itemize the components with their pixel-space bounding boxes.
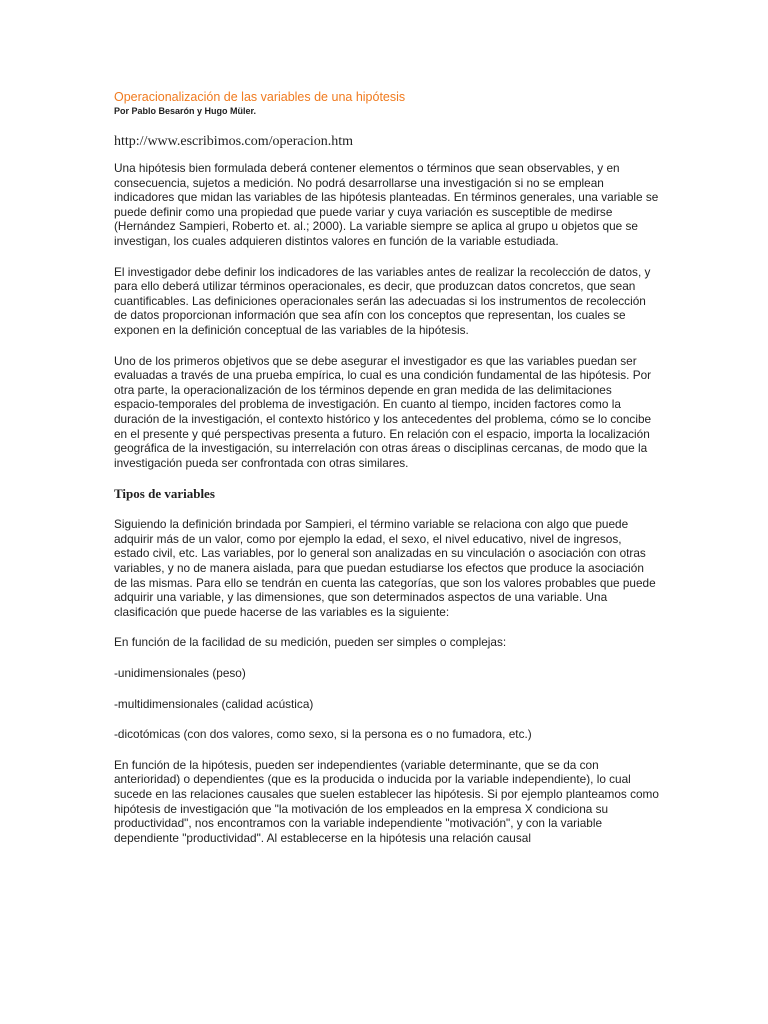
list-item: -dicotómicas (con dos valores, como sexo, si la persona es o no fumadora, etc.): [114, 727, 532, 742]
document-byline: Por Pablo Besarón y Hugo Müler.: [114, 106, 257, 116]
paragraph: El investigador debe definir los indicadores de las variables antes de realizar la recolección de datos, y para ello deberá utilizar términos operacionales, es decir, que produzcan datos concretos, que sean cuantificables. Las definiciones operacionales serán las adecuadas si los instrumentos de recolección de datos proporcionan información que sea afín con los conceptos que representan, los cuales se exponen en la definición conceptual de las variables de la hipótesis.: [114, 264, 651, 337]
source-url: http://www.escribimos.com/operacion.htm: [114, 134, 353, 149]
paragraph: Una hipótesis bien formulada deberá contener elementos o términos que sean observables, y en consecuencia, sujetos a medición. No podrá desarrollarse una investigación si no se emplean indicadores que midan las variables de las hipótesis planteadas. En términos generales, una variable se puede definir como una propiedad que puede variar y cuya variación es susceptible de medirse (Hernández Sampieri, Roberto et. al.; 2000). La variable siempre se aplica al grupo u objetos que se investigan, los cuales adquieren distintos valores en función de la variable estudiada.: [114, 161, 659, 248]
paragraph: Uno de los primeros objetivos que se debe asegurar el investigador es que las variables puedan ser evaluadas a través de una prueba empírica, lo cual es una condición fundamental de las hipótesis. Por otra parte, la operacionalización de los términos depende en gran medida de las delimitaciones espacio-temporales del problema de investigación. En cuanto al tiempo, inciden factores como la duración de la investigación, el contexto histórico y los antecedentes del problema, cómo se lo concibe en el presente y qué perspectivas presenta a futuro. En relación con el espacio, importa la localización geográfica de la investigación, su interrelación con otras áreas o disciplinas cercanas, de modo que la investigación pueda ser confrontada con otras similares.: [114, 353, 652, 470]
paragraph: En función de la hipótesis, pueden ser independientes (variable determinante, que se da con anterioridad) o dependientes (que es la producida o inducida por la variable independiente), lo cual sucede en las relaciones causales que suelen establecer las hipótesis. Si por ejemplo planteamos como hipótesis de investigación que "la motivación de los empleados en la empresa X condiciona su productividad", nos encontramos con la variable independiente "motivación", y con la variable dependiente "productividad". Al establecerse en la hipótesis una relación causal: [114, 757, 659, 845]
paragraph: En función de la facilidad de su medición, pueden ser simples o complejas:: [114, 635, 507, 650]
list-item: -unidimensionales (peso): [114, 666, 246, 681]
paragraph: Siguiendo la definición brindada por Sampieri, el término variable se relaciona con algo que puede adquirir más de un valor, como por ejemplo la edad, el sexo, el nivel educativo, nivel de ingresos, estado civil, etc. Las variables, por lo general son analizadas en su vinculación o asociación con otras variables, y no de manera aislada, para que puedan estudiarse los efectos que produce la asociación de las mismas. Para ello se tendrán en cuenta las categorías, que son los valores probables que puede adquirir una variable, y las dimensiones, que son determinados aspectos de una variable. Una clasificación que puede hacerse de las variables es la siguiente:: [114, 517, 656, 619]
document-page: [114, 90, 659, 861]
list-item: -multidimensionales (calidad acústica): [114, 696, 314, 711]
document-title: Operacionalización de las variables de una hipótesis: [114, 90, 406, 104]
section-heading: Tipos de variables: [114, 486, 215, 502]
